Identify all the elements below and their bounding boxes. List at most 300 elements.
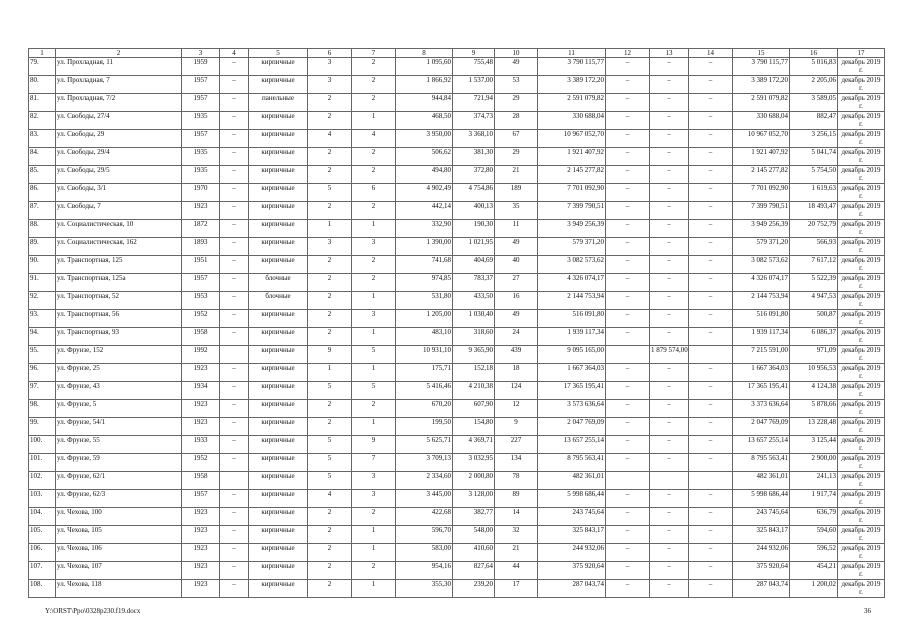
row-number-cell: 89. <box>29 238 56 256</box>
cost-local-cell: – <box>689 418 733 436</box>
cost-local-cell: – <box>689 562 733 580</box>
row-number-cell: 107. <box>29 562 56 580</box>
cost-local-cell: – <box>689 130 733 148</box>
year-built-cell: 1923 <box>182 400 220 418</box>
wall-material-cell: кирпичные <box>249 148 308 166</box>
floors-cell: 5 <box>308 472 352 490</box>
cost-local-cell: – <box>689 256 733 274</box>
residents-cell: 189 <box>495 184 538 202</box>
year-built-cell: 1923 <box>182 562 220 580</box>
address-cell: ул. Фрунзе, 54/1 <box>56 418 182 436</box>
address-cell: ул. Чехова, 118 <box>56 580 182 598</box>
cost-regional-cell: – <box>650 184 689 202</box>
cost-local-cell: – <box>689 526 733 544</box>
year-built-cell: 1935 <box>182 112 220 130</box>
cost-federal-cell: – <box>606 202 650 220</box>
cost-per-sqm-cell: 454,21 <box>790 562 838 580</box>
cost-owners-cell: 375 920,64 <box>733 562 790 580</box>
total-area-cell: 5 625,71 <box>396 436 453 454</box>
repair-deadline-cell: декабрь 2019 г. <box>838 382 885 400</box>
cost-federal-cell: – <box>606 184 650 202</box>
row-number-cell: 99. <box>29 418 56 436</box>
cost-local-cell: – <box>689 364 733 382</box>
cost-federal-cell: – <box>606 508 650 526</box>
cost-local-cell: – <box>689 148 733 166</box>
cost-regional-cell: – <box>650 580 689 598</box>
cost-owners-cell: 1 939 117,34 <box>733 328 790 346</box>
repair-deadline-cell: декабрь 2019 г. <box>838 292 885 310</box>
repair-cost-cell: 13 657 255,14 <box>538 436 606 454</box>
repair-deadline-cell: декабрь 2019 г. <box>838 148 885 166</box>
floors-cell: 2 <box>308 166 352 184</box>
year-commissioned-cell: – <box>220 202 249 220</box>
entrances-cell: 1 <box>352 364 396 382</box>
repair-deadline-cell: декабрь 2019 г. <box>838 436 885 454</box>
repair-deadline-cell: декабрь 2019 г. <box>838 328 885 346</box>
total-area-cell: 3 709,13 <box>396 454 453 472</box>
wall-material-cell: кирпичные <box>249 310 308 328</box>
cost-regional-cell: – <box>650 256 689 274</box>
table-row <box>29 472 885 490</box>
year-built-cell: 1957 <box>182 490 220 508</box>
entrances-cell: 1 <box>352 328 396 346</box>
address-cell: ул. Транспортная, 52 <box>56 292 182 310</box>
living-area-cell: 548,00 <box>453 526 495 544</box>
address-cell: ул. Фрунзе, 59 <box>56 454 182 472</box>
cost-local-cell: – <box>689 544 733 562</box>
floors-cell: 2 <box>308 418 352 436</box>
repair-deadline-cell: декабрь 2019 г. <box>838 364 885 382</box>
row-number-cell: 98. <box>29 400 56 418</box>
table-row <box>29 400 885 418</box>
wall-material-cell: кирпичные <box>249 526 308 544</box>
repair-deadline-cell: декабрь 2019 г. <box>838 76 885 94</box>
cost-federal-cell: – <box>606 76 650 94</box>
address-cell: ул. Прохладная, 7/2 <box>56 94 182 112</box>
residents-cell: 16 <box>495 292 538 310</box>
year-commissioned-cell: – <box>220 490 249 508</box>
cost-federal-cell: – <box>606 454 650 472</box>
file-path: Y:\ORST\Ppo\0328p230.f19.docx <box>45 607 141 615</box>
row-number-cell: 101. <box>29 454 56 472</box>
residents-cell: 28 <box>495 112 538 130</box>
cost-regional-cell: – <box>650 508 689 526</box>
residents-cell: 29 <box>495 94 538 112</box>
cost-owners-cell: 325 843,17 <box>733 526 790 544</box>
wall-material-cell: кирпичные <box>249 58 308 76</box>
living-area-cell: 404,69 <box>453 256 495 274</box>
cost-per-sqm-cell: 5 878,66 <box>790 400 838 418</box>
column-number-16: 16 <box>790 49 838 58</box>
repair-cost-cell: 244 932,06 <box>538 544 606 562</box>
floors-cell: 1 <box>308 364 352 382</box>
cost-federal-cell: – <box>606 544 650 562</box>
living-area-cell: 400,13 <box>453 202 495 220</box>
living-area-cell: 4 754,86 <box>453 184 495 202</box>
cost-regional-cell: – <box>650 220 689 238</box>
repair-deadline-cell: декабрь 2019 г. <box>838 544 885 562</box>
entrances-cell: 2 <box>352 202 396 220</box>
repair-deadline-cell: декабрь 2019 г. <box>838 220 885 238</box>
total-area-cell: 2 334,60 <box>396 472 453 490</box>
total-area-cell: 422,68 <box>396 508 453 526</box>
cost-owners-cell: 17 365 195,41 <box>733 382 790 400</box>
cost-federal-cell: – <box>606 58 650 76</box>
entrances-cell: 2 <box>352 76 396 94</box>
floors-cell: 1 <box>308 220 352 238</box>
residents-cell: 49 <box>495 310 538 328</box>
cost-local-cell: – <box>689 310 733 328</box>
cost-regional-cell: – <box>650 292 689 310</box>
entrances-cell: 1 <box>352 292 396 310</box>
living-area-cell: 783,37 <box>453 274 495 292</box>
year-commissioned-cell: – <box>220 274 249 292</box>
wall-material-cell: кирпичные <box>249 328 308 346</box>
residents-cell: 89 <box>495 490 538 508</box>
cost-per-sqm-cell: 5 041,74 <box>790 148 838 166</box>
cost-local-cell: – <box>689 382 733 400</box>
cost-owners-cell: 3 949 256,39 <box>733 220 790 238</box>
address-cell: ул. Фрунзе, 43 <box>56 382 182 400</box>
year-commissioned-cell: – <box>220 238 249 256</box>
row-number-cell: 103. <box>29 490 56 508</box>
cost-local-cell: – <box>689 184 733 202</box>
cost-per-sqm-cell: 596,52 <box>790 544 838 562</box>
cost-federal-cell: – <box>606 490 650 508</box>
address-cell: ул. Фрунзе, 55 <box>56 436 182 454</box>
repair-cost-cell: 4 326 074,17 <box>538 274 606 292</box>
cost-regional-cell: – <box>650 454 689 472</box>
cost-regional-cell: – <box>650 328 689 346</box>
cost-per-sqm-cell: 1 917,74 <box>790 490 838 508</box>
total-area-cell: 175,71 <box>396 364 453 382</box>
cost-federal-cell: – <box>606 256 650 274</box>
year-built-cell: 1933 <box>182 436 220 454</box>
total-area-cell: 1 095,60 <box>396 58 453 76</box>
floors-cell: 3 <box>308 58 352 76</box>
total-area-cell: 506,62 <box>396 148 453 166</box>
cost-regional-cell: – <box>650 418 689 436</box>
entrances-cell: 5 <box>352 382 396 400</box>
address-cell: ул. Транспортная, 93 <box>56 328 182 346</box>
repair-deadline-cell: декабрь 2019 г. <box>838 256 885 274</box>
cost-federal-cell: – <box>606 238 650 256</box>
repair-cost-cell: 243 745,64 <box>538 508 606 526</box>
row-number-cell: 94. <box>29 328 56 346</box>
total-area-cell: 1 205,00 <box>396 310 453 328</box>
entrances-cell: 1 <box>352 220 396 238</box>
wall-material-cell: кирпичные <box>249 220 308 238</box>
column-number-1: 1 <box>29 49 56 58</box>
address-cell: ул. Чехова, 105 <box>56 526 182 544</box>
entrances-cell: 2 <box>352 148 396 166</box>
table-row <box>29 274 885 292</box>
wall-material-cell: кирпичные <box>249 166 308 184</box>
cost-federal-cell: – <box>606 148 650 166</box>
column-number-9: 9 <box>453 49 495 58</box>
repair-deadline-cell: декабрь 2019 г. <box>838 454 885 472</box>
repair-deadline-cell: декабрь 2019 г. <box>838 346 885 364</box>
floors-cell: 2 <box>308 148 352 166</box>
cost-regional-cell <box>650 472 689 490</box>
year-built-cell: 1957 <box>182 130 220 148</box>
residents-cell: 29 <box>495 148 538 166</box>
living-area-cell: 2 000,80 <box>453 472 495 490</box>
total-area-cell: 3 445,00 <box>396 490 453 508</box>
repair-cost-cell: 2 047 769,09 <box>538 418 606 436</box>
total-area-cell: 741,68 <box>396 256 453 274</box>
cost-regional-cell: – <box>650 130 689 148</box>
cost-local-cell: – <box>689 292 733 310</box>
year-commissioned-cell: – <box>220 364 249 382</box>
living-area-cell: 381,30 <box>453 148 495 166</box>
cost-federal-cell <box>606 472 650 490</box>
row-number-cell: 85. <box>29 166 56 184</box>
wall-material-cell: кирпичные <box>249 472 308 490</box>
cost-regional-cell: – <box>650 436 689 454</box>
cost-federal-cell: – <box>606 112 650 130</box>
floors-cell: 2 <box>308 544 352 562</box>
row-number-cell: 106. <box>29 544 56 562</box>
cost-per-sqm-cell: 636,79 <box>790 508 838 526</box>
table-row <box>29 238 885 256</box>
living-area-cell: 433,50 <box>453 292 495 310</box>
repair-deadline-cell: декабрь 2019 г. <box>838 130 885 148</box>
total-area-cell: 10 931,10 <box>396 346 453 364</box>
year-commissioned-cell: – <box>220 310 249 328</box>
table-row <box>29 58 885 76</box>
year-commissioned-cell: – <box>220 382 249 400</box>
year-built-cell: 1934 <box>182 382 220 400</box>
cost-regional-cell: – <box>650 310 689 328</box>
wall-material-cell: кирпичные <box>249 364 308 382</box>
cost-per-sqm-cell: 1 619,63 <box>790 184 838 202</box>
row-number-cell: 86. <box>29 184 56 202</box>
cost-per-sqm-cell: 4 947,53 <box>790 292 838 310</box>
wall-material-cell: кирпичные <box>249 580 308 598</box>
cost-local-cell: – <box>689 508 733 526</box>
cost-owners-cell: 7 215 591,00 <box>733 346 790 364</box>
repair-deadline-cell: декабрь 2019 г. <box>838 58 885 76</box>
year-commissioned-cell: – <box>220 256 249 274</box>
living-area-cell: 4 369,71 <box>453 436 495 454</box>
row-number-cell: 108. <box>29 580 56 598</box>
table-row <box>29 436 885 454</box>
cost-local-cell: – <box>689 112 733 130</box>
residents-cell: 17 <box>495 580 538 598</box>
living-area-cell: 3 128,00 <box>453 490 495 508</box>
cost-regional-cell: – <box>650 76 689 94</box>
cost-owners-cell: 4 326 074,17 <box>733 274 790 292</box>
cost-local-cell: – <box>689 94 733 112</box>
cost-per-sqm-cell: 7 617,12 <box>790 256 838 274</box>
cost-owners-cell: 3 389 172,20 <box>733 76 790 94</box>
total-area-cell: 944,84 <box>396 94 453 112</box>
address-cell: ул. Фрунзе, 62/3 <box>56 490 182 508</box>
table-row <box>29 94 885 112</box>
address-cell: ул. Свободы, 3/1 <box>56 184 182 202</box>
wall-material-cell: кирпичные <box>249 562 308 580</box>
floors-cell: 2 <box>308 274 352 292</box>
year-commissioned-cell: – <box>220 58 249 76</box>
row-number-cell: 90. <box>29 256 56 274</box>
row-number-cell: 87. <box>29 202 56 220</box>
total-area-cell: 583,00 <box>396 544 453 562</box>
cost-local-cell: – <box>689 166 733 184</box>
year-built-cell: 1970 <box>182 184 220 202</box>
column-number-8: 8 <box>396 49 453 58</box>
year-commissioned-cell: – <box>220 418 249 436</box>
residents-cell: 134 <box>495 454 538 472</box>
cost-local-cell: – <box>689 436 733 454</box>
cost-federal-cell: – <box>606 274 650 292</box>
repair-cost-cell: 325 843,17 <box>538 526 606 544</box>
living-area-cell: 239,20 <box>453 580 495 598</box>
residents-cell: 78 <box>495 472 538 490</box>
table-row <box>29 76 885 94</box>
residents-cell: 35 <box>495 202 538 220</box>
residents-cell: 44 <box>495 562 538 580</box>
living-area-cell: 827,64 <box>453 562 495 580</box>
residents-cell: 49 <box>495 58 538 76</box>
column-number-2: 2 <box>56 49 182 58</box>
residents-cell: 11 <box>495 220 538 238</box>
repair-deadline-cell: декабрь 2019 г. <box>838 508 885 526</box>
floors-cell: 4 <box>308 490 352 508</box>
header-row <box>29 49 885 58</box>
year-commissioned-cell: – <box>220 544 249 562</box>
floors-cell: 2 <box>308 292 352 310</box>
cost-owners-cell: 3 373 636,64 <box>733 400 790 418</box>
row-number-cell: 82. <box>29 112 56 130</box>
cost-federal-cell: – <box>606 364 650 382</box>
cost-regional-cell: – <box>650 382 689 400</box>
entrances-cell: 2 <box>352 256 396 274</box>
cost-per-sqm-cell: 882,47 <box>790 112 838 130</box>
cost-owners-cell: 2 591 079,82 <box>733 94 790 112</box>
total-area-cell: 1 866,92 <box>396 76 453 94</box>
repair-deadline-cell: декабрь 2019 г. <box>838 94 885 112</box>
cost-federal-cell <box>606 346 650 364</box>
address-cell: ул. Свободы, 29 <box>56 130 182 148</box>
entrances-cell: 2 <box>352 166 396 184</box>
year-built-cell: 1953 <box>182 292 220 310</box>
floors-cell: 9 <box>308 346 352 364</box>
living-area-cell: 154,80 <box>453 418 495 436</box>
table-row <box>29 166 885 184</box>
cost-local-cell: – <box>689 76 733 94</box>
cost-per-sqm-cell: 5 016,83 <box>790 58 838 76</box>
repair-cost-cell: 2 145 277,82 <box>538 166 606 184</box>
repair-deadline-cell: декабрь 2019 г. <box>838 400 885 418</box>
cost-per-sqm-cell: 10 956,53 <box>790 364 838 382</box>
table-row <box>29 418 885 436</box>
column-number-3: 3 <box>182 49 220 58</box>
residents-cell: 32 <box>495 526 538 544</box>
address-cell: ул. Свободы, 7 <box>56 202 182 220</box>
cost-per-sqm-cell: 500,87 <box>790 310 838 328</box>
cost-local-cell: – <box>689 454 733 472</box>
entrances-cell: 6 <box>352 184 396 202</box>
cost-local-cell: – <box>689 202 733 220</box>
column-number-17: 17 <box>838 49 885 58</box>
cost-local-cell: – <box>689 274 733 292</box>
residents-cell: 21 <box>495 166 538 184</box>
cost-regional-cell: – <box>650 202 689 220</box>
column-number-13: 13 <box>650 49 689 58</box>
repair-deadline-cell: декабрь 2019 г. <box>838 490 885 508</box>
cost-owners-cell: 3 082 573,62 <box>733 256 790 274</box>
repair-cost-cell: 8 795 563,41 <box>538 454 606 472</box>
total-area-cell: 5 416,46 <box>396 382 453 400</box>
cost-regional-cell: – <box>650 148 689 166</box>
floors-cell: 5 <box>308 454 352 472</box>
year-commissioned-cell: – <box>220 94 249 112</box>
cost-regional-cell: – <box>650 562 689 580</box>
repair-deadline-cell: декабрь 2019 г. <box>838 526 885 544</box>
row-number-cell: 88. <box>29 220 56 238</box>
repair-cost-cell: 287 043,74 <box>538 580 606 598</box>
cost-per-sqm-cell: 20 752,79 <box>790 220 838 238</box>
living-area-cell: 1 537,00 <box>453 76 495 94</box>
cost-owners-cell: 5 998 686,44 <box>733 490 790 508</box>
wall-material-cell: кирпичные <box>249 544 308 562</box>
total-area-cell: 596,70 <box>396 526 453 544</box>
year-built-cell: 1872 <box>182 220 220 238</box>
entrances-cell: 1 <box>352 418 396 436</box>
wall-material-cell: кирпичные <box>249 490 308 508</box>
row-number-cell: 92. <box>29 292 56 310</box>
cost-per-sqm-cell: 18 493,47 <box>790 202 838 220</box>
residents-cell: 53 <box>495 76 538 94</box>
entrances-cell: 3 <box>352 490 396 508</box>
repair-deadline-cell: декабрь 2019 г. <box>838 562 885 580</box>
cost-federal-cell: – <box>606 166 650 184</box>
entrances-cell: 2 <box>352 400 396 418</box>
year-commissioned-cell: – <box>220 436 249 454</box>
year-commissioned-cell <box>220 472 249 490</box>
entrances-cell: 2 <box>352 508 396 526</box>
total-area-cell: 974,85 <box>396 274 453 292</box>
cost-per-sqm-cell: 971,09 <box>790 346 838 364</box>
address-cell: ул. Чехова, 107 <box>56 562 182 580</box>
table-row <box>29 328 885 346</box>
floors-cell: 5 <box>308 436 352 454</box>
cost-per-sqm-cell: 566,93 <box>790 238 838 256</box>
total-area-cell: 199,50 <box>396 418 453 436</box>
wall-material-cell: кирпичные <box>249 436 308 454</box>
year-built-cell: 1923 <box>182 508 220 526</box>
row-number-cell: 84. <box>29 148 56 166</box>
address-cell: ул. Транспортная, 56 <box>56 310 182 328</box>
total-area-cell: 670,20 <box>396 400 453 418</box>
wall-material-cell: блочные <box>249 292 308 310</box>
address-cell: ул. Социалистическая, 10 <box>56 220 182 238</box>
cost-regional-cell: – <box>650 364 689 382</box>
cost-per-sqm-cell: 3 125,44 <box>790 436 838 454</box>
row-number-cell: 95. <box>29 346 56 364</box>
year-commissioned-cell: – <box>220 562 249 580</box>
repair-cost-cell: 482 361,01 <box>538 472 606 490</box>
living-area-cell: 1 030,40 <box>453 310 495 328</box>
repair-deadline-cell: декабрь 2019 г. <box>838 310 885 328</box>
column-number-11: 11 <box>538 49 606 58</box>
register-table <box>28 48 885 598</box>
cost-per-sqm-cell: 13 228,48 <box>790 418 838 436</box>
row-number-cell: 100. <box>29 436 56 454</box>
table-row <box>29 310 885 328</box>
row-number-cell: 104. <box>29 508 56 526</box>
